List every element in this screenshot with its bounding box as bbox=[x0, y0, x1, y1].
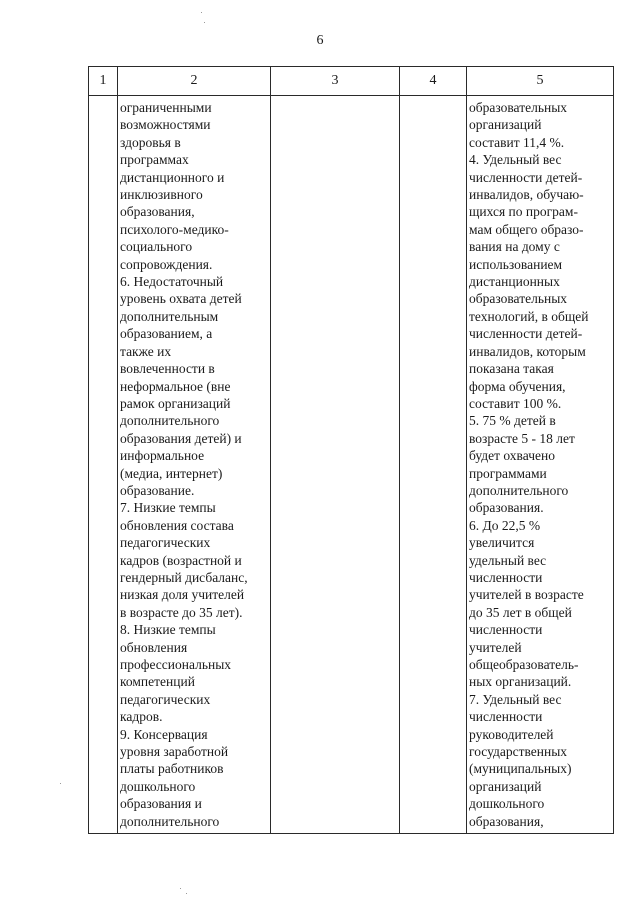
cell-text-line: педагогических bbox=[120, 535, 211, 551]
cell-text-line: в возрасте до 35 лет). bbox=[120, 604, 243, 620]
column-3-cell bbox=[271, 96, 400, 834]
page-number: 6 bbox=[316, 33, 324, 48]
cell-text-line: информальное bbox=[120, 448, 205, 464]
cell-text-line: гендерный дисбаланс, bbox=[120, 569, 248, 585]
cell-text-line: ных организаций. bbox=[469, 674, 572, 690]
cell-text-line: форма обучения, bbox=[469, 378, 566, 394]
cell-text-line: дошкольного bbox=[120, 778, 196, 794]
cell-text-line: образования, bbox=[469, 813, 544, 829]
cell-text-line: психолого-медико- bbox=[120, 221, 229, 237]
scan-speck bbox=[186, 893, 187, 894]
cell-text-line: платы работников bbox=[120, 761, 224, 777]
cell-text-line: низкая доля учителей bbox=[120, 587, 245, 603]
cell-text-line: ограниченными bbox=[120, 100, 212, 115]
cell-text-line: 9. Консервация bbox=[120, 726, 208, 742]
cell-text-line: будет охвачено bbox=[469, 448, 555, 464]
column-header-1: 1 bbox=[89, 67, 118, 96]
cell-text-line: дистанционного и bbox=[120, 169, 225, 185]
cell-text-line: организаций bbox=[469, 117, 542, 133]
cell-text-line: составит 100 %. bbox=[469, 395, 562, 411]
cell-text-line: руководителей bbox=[469, 726, 554, 742]
cell-text-line: увеличится bbox=[469, 535, 535, 551]
cell-text-line: программами bbox=[469, 465, 547, 481]
cell-text-line: показана такая bbox=[469, 361, 554, 377]
scan-speck bbox=[180, 888, 181, 889]
cell-text-line: щихся по програм- bbox=[469, 204, 578, 220]
cell-text-line: удельный вес bbox=[469, 552, 547, 568]
cell-text-line: кадров. bbox=[120, 709, 163, 725]
cell-text-line: уровня заработной bbox=[120, 744, 229, 760]
cell-text-line: численности детей- bbox=[469, 326, 583, 342]
document-table bbox=[88, 66, 614, 834]
table-body-row bbox=[89, 96, 614, 834]
cell-text-line: дистанционных bbox=[469, 274, 560, 290]
cell-text-line: профессиональных bbox=[120, 657, 232, 672]
cell-text-line: дополнительного bbox=[120, 813, 220, 829]
cell-text-line: инклюзивного bbox=[120, 187, 203, 203]
cell-text-line: 6. До 22,5 % bbox=[469, 517, 541, 533]
cell-text-line: программах bbox=[120, 152, 189, 168]
cell-text-line: обновления состава bbox=[120, 517, 234, 533]
cell-text-line: компетенций bbox=[120, 674, 195, 690]
column-4-cell bbox=[400, 96, 467, 834]
scan-speck bbox=[60, 783, 61, 784]
cell-text-line: численности bbox=[469, 569, 543, 585]
cell-text-line: 5. 75 % детей в bbox=[469, 413, 556, 429]
cell-text-line: образовательных bbox=[469, 291, 568, 307]
cell-text-line: дошкольного bbox=[469, 796, 545, 812]
cell-text-line: педагогических bbox=[120, 691, 211, 707]
cell-text-line: (муниципальных) bbox=[469, 761, 572, 777]
cell-text-line: до 35 лет в общей bbox=[469, 604, 572, 620]
cell-text-line: составит 11,4 %. bbox=[469, 134, 565, 150]
cell-text-line: дополнительного bbox=[469, 482, 569, 498]
cell-text-line: социального bbox=[120, 239, 193, 255]
cell-text-line: также их bbox=[120, 343, 172, 359]
cell-text-line: образования и bbox=[120, 796, 202, 812]
cell-text-line: общеобразователь- bbox=[469, 657, 579, 672]
scan-speck bbox=[201, 12, 202, 13]
cell-text-line: учителей bbox=[469, 639, 522, 655]
cell-text-line: обновления bbox=[120, 639, 188, 655]
cell-text-line: рамок организаций bbox=[120, 395, 231, 411]
column-header-4: 4 bbox=[400, 67, 467, 96]
cell-text-line: образования, bbox=[120, 204, 195, 220]
cell-text-line: 4. Удельный вес bbox=[469, 152, 562, 168]
cell-text-line: численности bbox=[469, 709, 543, 725]
cell-text-line: 6. Недостаточный bbox=[120, 274, 224, 290]
cell-text-line: организаций bbox=[469, 778, 542, 794]
cell-text-line: государственных bbox=[469, 744, 568, 760]
cell-text-line: технологий, в общей bbox=[469, 308, 589, 324]
cell-text-line: уровень охвата детей bbox=[120, 291, 242, 307]
cell-text-line: численности детей- bbox=[469, 169, 583, 185]
indicators-cell bbox=[467, 96, 614, 834]
cell-text-line: возрасте 5 - 18 лет bbox=[469, 430, 575, 446]
scan-speck bbox=[204, 22, 205, 23]
cell-text-line: вания на дому с bbox=[469, 239, 560, 255]
cell-text-line: дополнительным bbox=[120, 308, 219, 324]
cell-text-line: сопровождения. bbox=[120, 256, 213, 272]
cell-text-line: возможностями bbox=[120, 117, 211, 133]
cell-text-line: 7. Удельный вес bbox=[469, 691, 562, 707]
cell-text-line: учителей в возрасте bbox=[469, 587, 584, 603]
cell-text-line: дополнительного bbox=[120, 413, 220, 429]
cell-text-line: образования. bbox=[469, 500, 544, 516]
cell-text-line: образовательных bbox=[469, 100, 568, 115]
cell-text-line: мам общего образо- bbox=[469, 221, 584, 237]
column-header-5: 5 bbox=[467, 67, 614, 96]
cell-text-line: образование. bbox=[120, 482, 195, 498]
cell-text-line: образования детей) и bbox=[120, 430, 242, 446]
column-1-cell bbox=[89, 96, 118, 834]
cell-text-line: кадров (возрастной и bbox=[120, 552, 242, 568]
problems-cell bbox=[118, 96, 271, 834]
cell-text-line: численности bbox=[469, 622, 543, 638]
cell-text-line: 7. Низкие темпы bbox=[120, 500, 216, 516]
column-header-3: 3 bbox=[271, 67, 400, 96]
cell-text-line: здоровья в bbox=[120, 134, 181, 150]
column-header-2: 2 bbox=[118, 67, 271, 96]
cell-text-line: 8. Низкие темпы bbox=[120, 622, 216, 638]
cell-text-line: инвалидов, которым bbox=[469, 343, 586, 359]
cell-text-line: инвалидов, обучаю- bbox=[469, 187, 584, 203]
cell-text-line: неформальное (вне bbox=[120, 378, 231, 394]
cell-text-line: (медиа, интернет) bbox=[120, 465, 223, 481]
cell-text-line: образованием, а bbox=[120, 326, 213, 342]
cell-text-line: вовлеченности в bbox=[120, 361, 215, 377]
cell-text-line: использованием bbox=[469, 256, 563, 272]
table-header-row bbox=[89, 67, 614, 96]
